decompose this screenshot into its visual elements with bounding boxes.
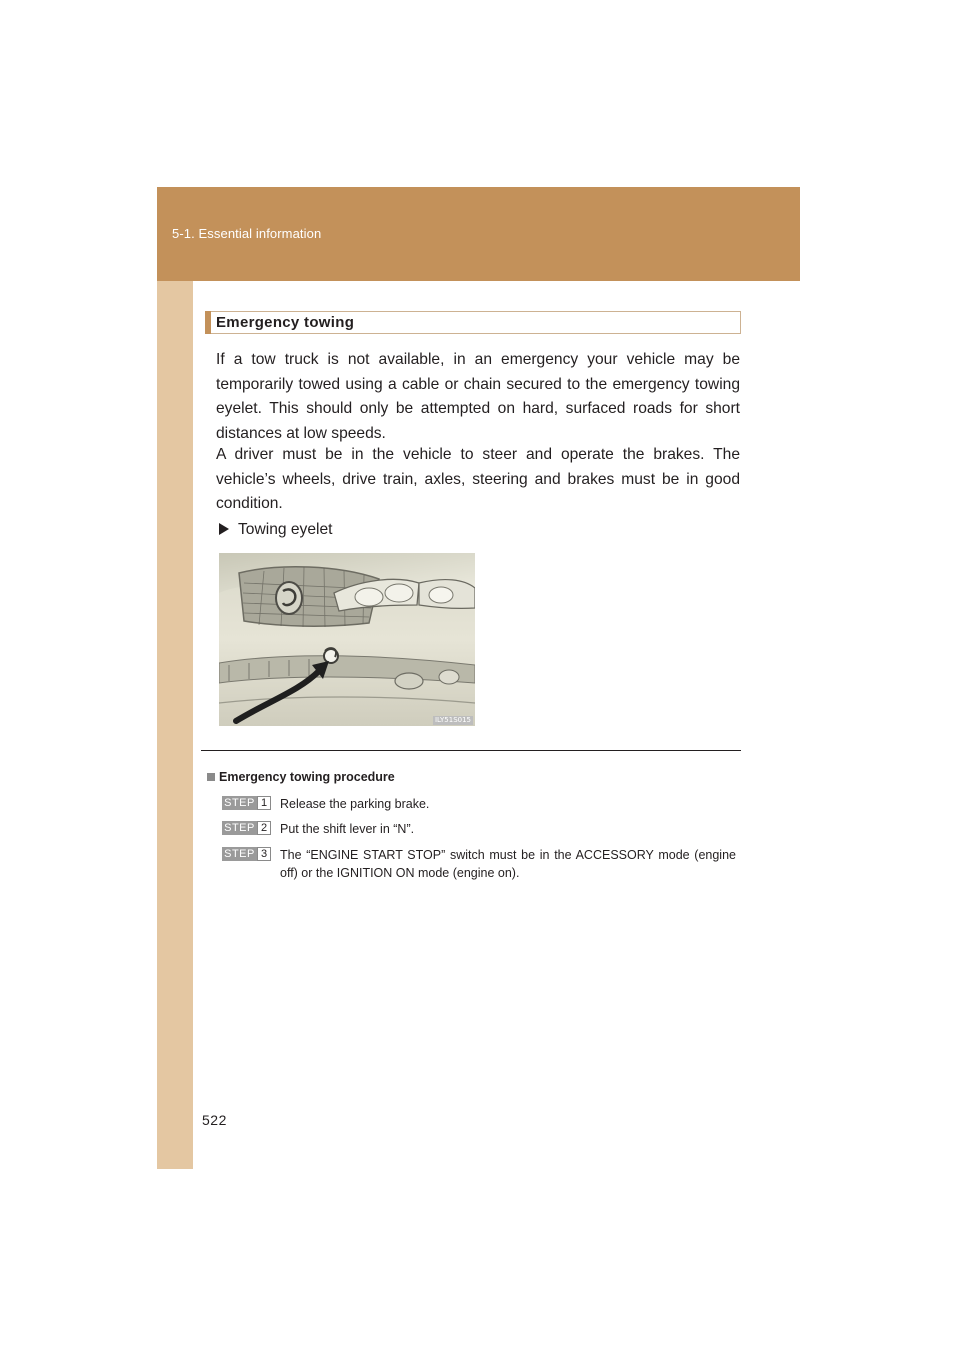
figure-caption bbox=[219, 519, 332, 541]
towing-eyelet-illustration bbox=[219, 553, 475, 726]
heading-accent-bar bbox=[205, 311, 211, 334]
step-badge-label: STEP bbox=[222, 847, 257, 861]
figure-caption-text: Towing eyelet bbox=[238, 521, 333, 538]
figure-code-label: ILY51S015 bbox=[434, 716, 472, 724]
square-bullet-icon bbox=[207, 773, 215, 781]
step-badge bbox=[222, 796, 271, 810]
section-heading-box bbox=[205, 311, 741, 334]
car-front-illustration bbox=[219, 553, 475, 726]
step-badge-number: 2 bbox=[257, 821, 271, 835]
driver-paragraph: A driver must be in the vehicle to steer and operate the brakes. The vehicle’s wheels, drive train, axles, steering and brakes must be in good condition. bbox=[216, 446, 740, 512]
section-divider bbox=[201, 750, 741, 751]
section-title: Emergency towing bbox=[216, 314, 355, 331]
step-badge-number: 1 bbox=[257, 796, 271, 810]
section-breadcrumb: 5-1. Essential information bbox=[172, 226, 322, 241]
side-margin-strip bbox=[157, 281, 193, 1169]
page-number: 522 bbox=[202, 1112, 227, 1128]
step-badge bbox=[222, 847, 271, 861]
step-text: The “ENGINE START STOP” switch must be in the ACCESSORY mode (engine off) or the IGNITION ON mode (engine on). bbox=[280, 848, 736, 880]
step-text: Put the shift lever in “N”. bbox=[280, 822, 415, 836]
intro-paragraph: If a tow truck is not available, in an emergency your vehicle may be temporarily towed using a cable or chain secured to the emergency towing eyelet. This should only be attempted on hard, surfaced roads for short distances at low speeds. bbox=[216, 351, 740, 442]
step-badge-label: STEP bbox=[222, 796, 257, 810]
procedure-heading bbox=[207, 770, 395, 784]
procedure-heading-text: Emergency towing procedure bbox=[219, 770, 395, 784]
step-badge-label: STEP bbox=[222, 821, 257, 835]
pointer-triangle-icon bbox=[219, 523, 229, 535]
step-text: Release the parking brake. bbox=[280, 797, 430, 811]
step-badge bbox=[222, 821, 271, 835]
step-badge-number: 3 bbox=[257, 847, 271, 861]
